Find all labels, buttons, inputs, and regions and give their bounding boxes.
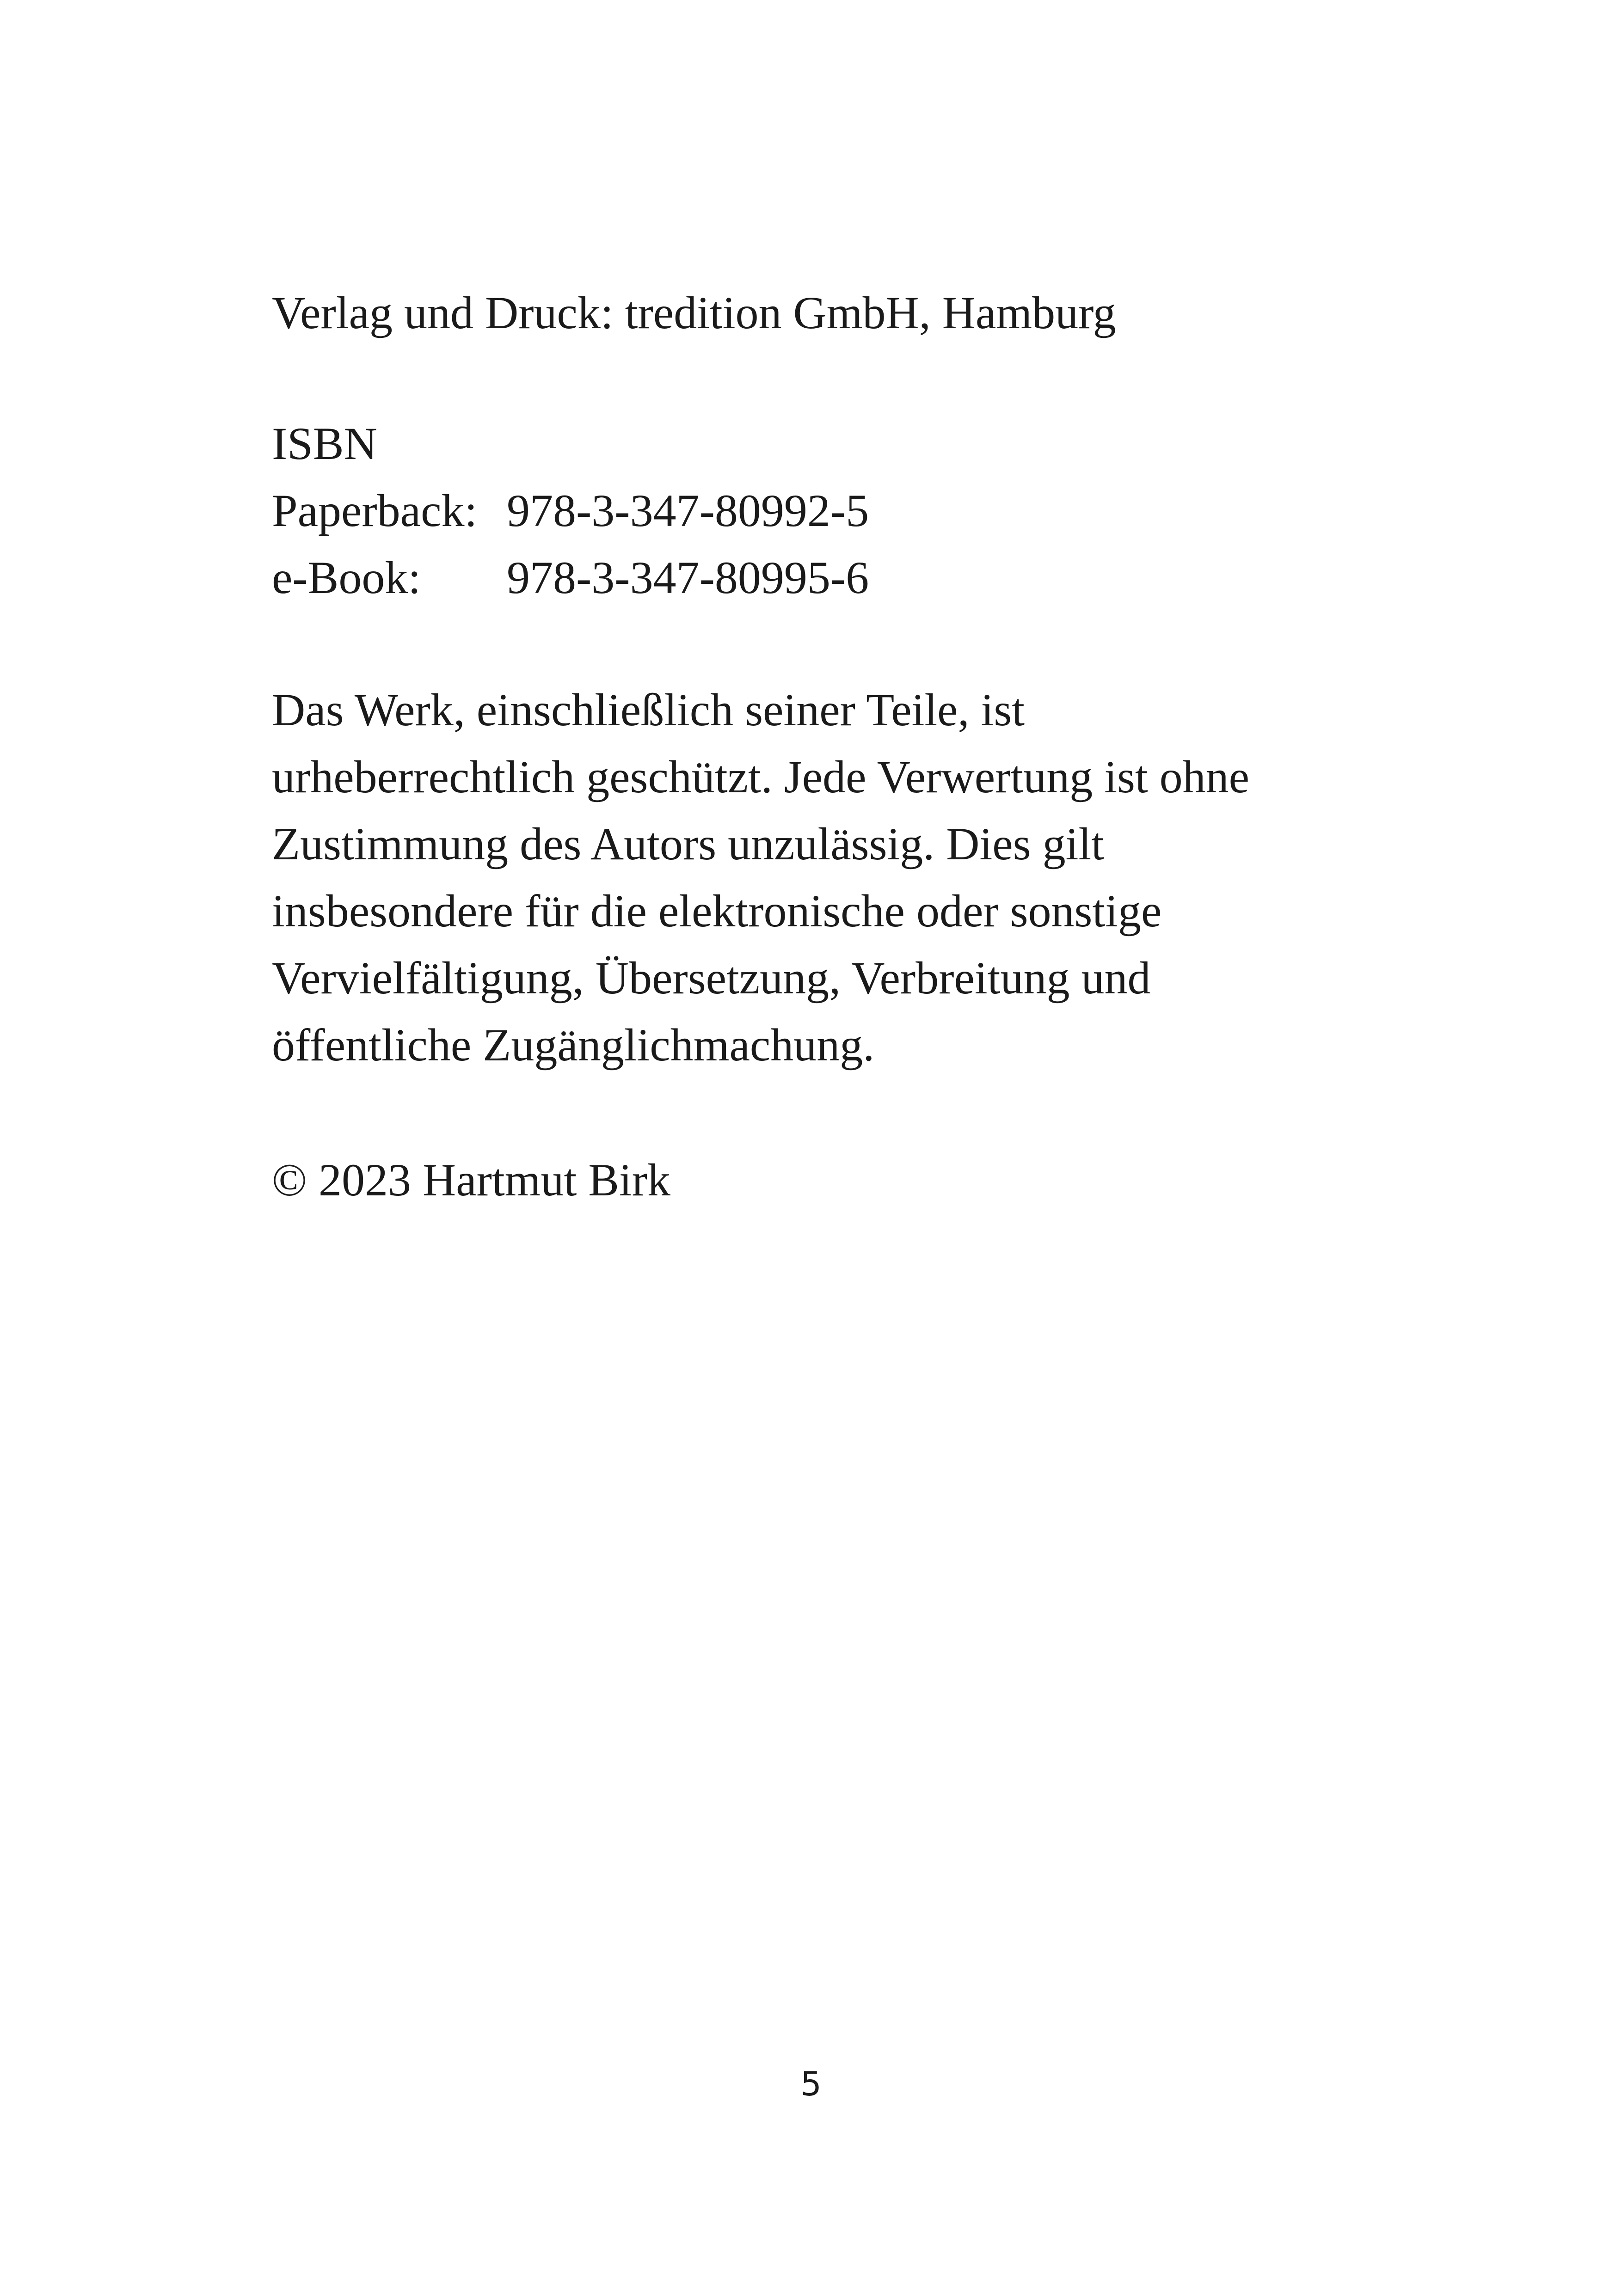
isbn-ebook-label: e-Book: [272,552,421,603]
isbn-paperback-value: 978-3-347-80992-5 [507,485,869,536]
rights-line: Vervielfältigung, Übersetzung, Verbreitung und [272,952,1151,1004]
rights-line: Das Werk, einschließlich seiner Teile, ist [272,684,1025,735]
rights-line: öffentliche Zugänglichmachung. [272,1019,875,1071]
copyright-line: © 2023 Hartmut Birk [272,1154,671,1206]
rights-line: Zustimmung des Autors unzulässig. Dies gilt [272,818,1104,869]
rights-line: insbesondere für die elektronische oder sonstige [272,885,1162,937]
rights-line: urheberrechtlich geschützt. Jede Verwertung ist ohne [272,751,1250,802]
page-number: 5 [800,2064,822,2103]
isbn-paperback-row [272,477,869,544]
isbn-section [272,410,869,611]
isbn-heading: ISBN [272,418,377,469]
isbn-ebook-row [272,544,869,611]
rights-notice [272,676,1382,1078]
isbn-ebook-value: 978-3-347-80995-6 [507,552,869,603]
isbn-paperback-label: Paperback: [272,485,478,536]
publisher-line: Verlag und Druck: tredition GmbH, Hamburg [272,287,1116,338]
